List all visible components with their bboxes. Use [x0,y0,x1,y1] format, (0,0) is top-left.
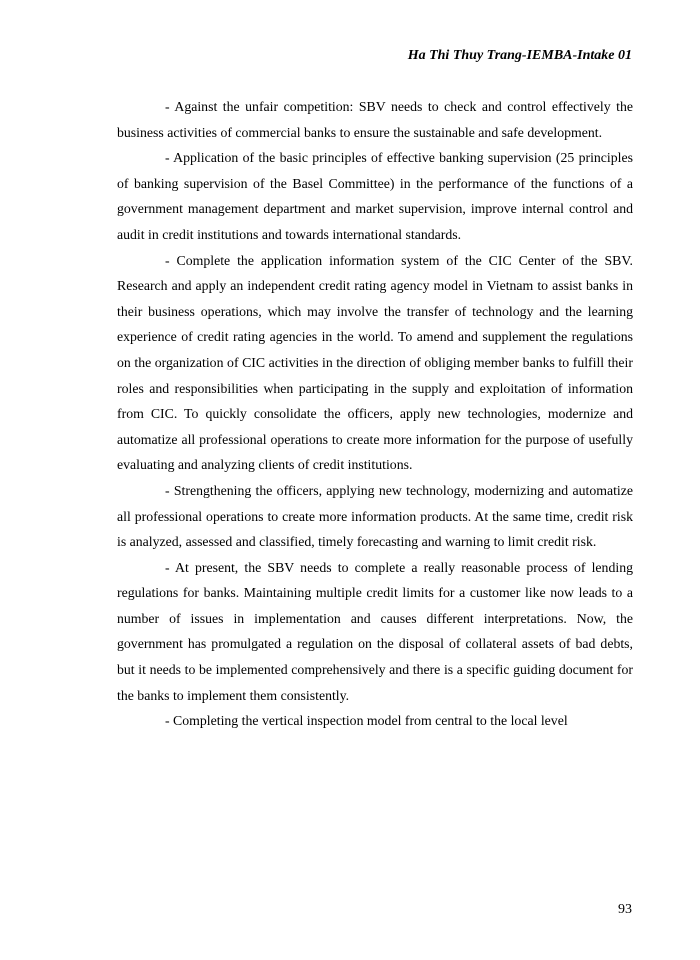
paragraph-unfair-competition: - Against the unfair competition: SBV needs to check and control effectively the business activities of commercial banks to ensure the sustainable and safe development. [117,99,633,140]
paragraph-vertical-inspection: - Completing the vertical inspection model from central to the local level [165,713,568,729]
page-number: 93 [618,902,632,917]
paragraph-strengthening-officers: - Strengthening the officers, applying new technology, modernizing and automatize all professional operations to create more information products. At the same time, credit risk is analyzed, assessed and classified, timely forecasting and warning to limit credit risk. [117,482,633,550]
running-header: Ha Thi Thuy Trang-IEMBA-Intake 01 [407,48,632,63]
body-text [117,94,633,734]
paragraph-cic-information-system: - Complete the application information system of the CIC Center of the SBV. Research and apply an independent credit rating agency model in Vietnam to assist banks in their business operations, which may involve the transfer of technology and the learning experience of credit rating agencies in the world. To amend and supplement the regulations on the organization of CIC activities in the direction of obliging member banks to fulfill their roles and responsibilities when participating in the supply and exploitation of information from CIC. To quickly consolidate the officers, apply new technologies, modernize and automatize all professional operations to create more information for the purpose of usefully evaluating and analyzing clients of credit institutions. [117,252,633,473]
paragraph-lending-regulations: - At present, the SBV needs to complete a really reasonable process of lending regulations for banks. Maintaining multiple credit limits for a customer like now leads to a number of issues in implementation and causes different interpretations. Now, the government has promulgated a regulation on the disposal of collateral assets of bad debts, but it needs to be implemented comprehensively and there is a specific guiding document for the banks to implement them consistently. [117,559,633,703]
paragraph-basel-principles: - Application of the basic principles of effective banking supervision (25 principles of banking supervision of the Basel Committee) in the performance of the functions of a government management department and market supervision, improve internal control and audit in credit institutions and towards international standards. [117,150,633,242]
